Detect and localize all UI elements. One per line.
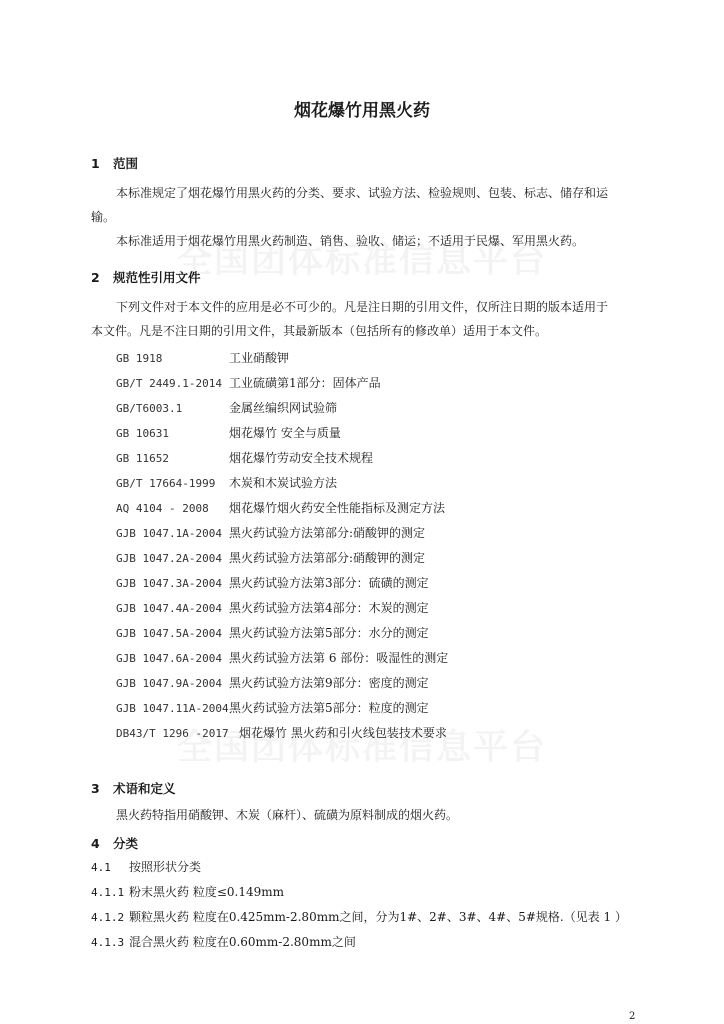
clause-number: 4.1.3 — [91, 936, 125, 949]
reference-title: 烟花爆竹 安全与质量 — [229, 426, 341, 440]
reference-code: GJB 1047.4A-2004 — [116, 602, 222, 615]
section-title: 术语和定义 — [113, 781, 176, 796]
clause-number: 4.1.2 — [91, 911, 125, 924]
reference-code: GJB 1047.6A-2004 — [116, 652, 222, 665]
reference-title: 烟花爆竹 黑火药和引火线包装技术要求 — [239, 726, 447, 740]
reference-item — [116, 349, 289, 366]
classification-item — [91, 908, 627, 925]
reference-code: GJB 1047.5A-2004 — [116, 627, 222, 640]
reference-item — [116, 524, 425, 541]
paragraph-line: 本标准适用于烟花爆竹用黑火药制造、销售、验收、储运；不适用于民爆、军用黑火药。 — [116, 234, 585, 248]
reference-item — [116, 699, 429, 716]
section-heading-normative-references — [91, 268, 201, 286]
reference-code: GJB 1047.2A-2004 — [116, 552, 222, 565]
reference-item — [116, 649, 448, 666]
section-title: 规范性引用文件 — [113, 270, 201, 285]
clause-text: 颗粒黑火药 粒度在0.425mm-2.80mm之间，分为1#、2#、3#、4#、5#规格.（见表 1 ） — [129, 910, 627, 924]
reference-title: 黑火药试验方法第 6 部份：吸湿性的测定 — [229, 651, 449, 665]
reference-title: 黑火药试验方法第5部分：粒度的测定 — [229, 701, 429, 715]
reference-code: GB 11652 — [116, 452, 169, 465]
section-title: 范围 — [113, 156, 139, 171]
reference-item — [116, 474, 337, 491]
clause-text: 粉末黑火药 粒度≤0.149mm — [129, 885, 284, 899]
scope-paragraph — [91, 181, 637, 253]
reference-title: 金属丝编织网试验筛 — [229, 401, 338, 415]
reference-item — [116, 374, 381, 391]
clause-number: 4.1.1 — [91, 886, 125, 899]
section-number: 2 — [91, 270, 100, 285]
reference-code: GJB 1047.9A-2004 — [116, 677, 222, 690]
section-heading-classification — [91, 834, 138, 852]
paragraph-line: 黑火药特指用硝酸钾、木炭（麻杆）、硫磺为原料制成的烟火药。 — [116, 808, 459, 822]
reference-title: 黑火药试验方法第5部分：水分的测定 — [229, 626, 429, 640]
reference-code: GB/T 2449.1-2014 — [116, 377, 222, 390]
section-title: 分类 — [113, 836, 139, 851]
terms-paragraph — [91, 803, 637, 827]
reference-code: GB/T 17664-1999 — [116, 477, 216, 490]
reference-code: GB 10631 — [116, 427, 169, 440]
reference-title: 烟花爆竹劳动安全技术规程 — [229, 451, 374, 465]
reference-code: DB43/T 1296 -2017 — [116, 727, 229, 740]
reference-item — [116, 499, 445, 516]
section-number: 1 — [91, 156, 100, 171]
reference-item — [116, 549, 425, 566]
reference-code: AQ 4104 - 2008 — [116, 502, 209, 515]
classification-item — [91, 858, 201, 875]
reference-title: 工业硫磺第1部分：固体产品 — [229, 376, 381, 390]
paragraph-line: 输。 — [91, 210, 116, 224]
reference-title: 木炭和木炭试验方法 — [229, 476, 338, 490]
reference-item — [116, 574, 429, 591]
reference-title: 黑火药试验方法第部分:硝酸钾的测定 — [229, 551, 426, 565]
reference-code: GJB 1047.1A-2004 — [116, 527, 222, 540]
reference-code: GJB 1047.3A-2004 — [116, 577, 222, 590]
reference-item — [116, 724, 447, 741]
paragraph-line: 本标准规定了烟花爆竹用黑火药的分类、要求、试验方法、检验规则、包装、标志、储存和运 — [116, 186, 609, 200]
reference-item — [116, 399, 337, 416]
paragraph-line: 本文件。凡是不注日期的引用文件，其最新版本（包括所有的修改单）适用于本文件。 — [91, 324, 548, 338]
section-heading-scope — [91, 154, 138, 172]
page-number: 2 — [629, 1011, 636, 1022]
reference-title: 黑火药试验方法第部分:硝酸钾的测定 — [229, 526, 426, 540]
reference-title: 烟花爆竹烟火药安全性能指标及测定方法 — [229, 501, 446, 515]
clause-number: 4.1 — [91, 861, 111, 874]
reference-title: 黑火药试验方法第3部分：硫磺的测定 — [229, 576, 429, 590]
normative-intro — [91, 295, 637, 343]
reference-item — [116, 424, 341, 441]
reference-title: 黑火药试验方法第9部分：密度的测定 — [229, 676, 429, 690]
reference-item — [116, 599, 429, 616]
document-title: 烟花爆竹用黑火药 — [294, 101, 430, 121]
section-heading-terms — [91, 779, 176, 797]
classification-item — [91, 933, 356, 950]
reference-code: GJB 1047.11A-2004 — [116, 702, 229, 715]
reference-item — [116, 674, 429, 691]
reference-code: GB 1918 — [116, 352, 163, 365]
clause-text: 按照形状分类 — [129, 860, 202, 874]
reference-code: GB/T6003.1 — [116, 402, 183, 415]
paragraph-line: 下列文件对于本文件的应用是必不可少的。凡是注日期的引用文件，仅所注日期的版本适用于 — [116, 300, 609, 314]
reference-item — [116, 624, 429, 641]
reference-item — [116, 449, 373, 466]
section-number: 4 — [91, 836, 100, 851]
reference-title: 黑火药试验方法第4部分：木炭的测定 — [229, 601, 429, 615]
reference-title: 工业硝酸钾 — [229, 351, 290, 365]
clause-text: 混合黑火药 粒度在0.60mm-2.80mm之间 — [129, 935, 356, 949]
classification-item — [91, 883, 284, 900]
section-number: 3 — [91, 781, 100, 796]
